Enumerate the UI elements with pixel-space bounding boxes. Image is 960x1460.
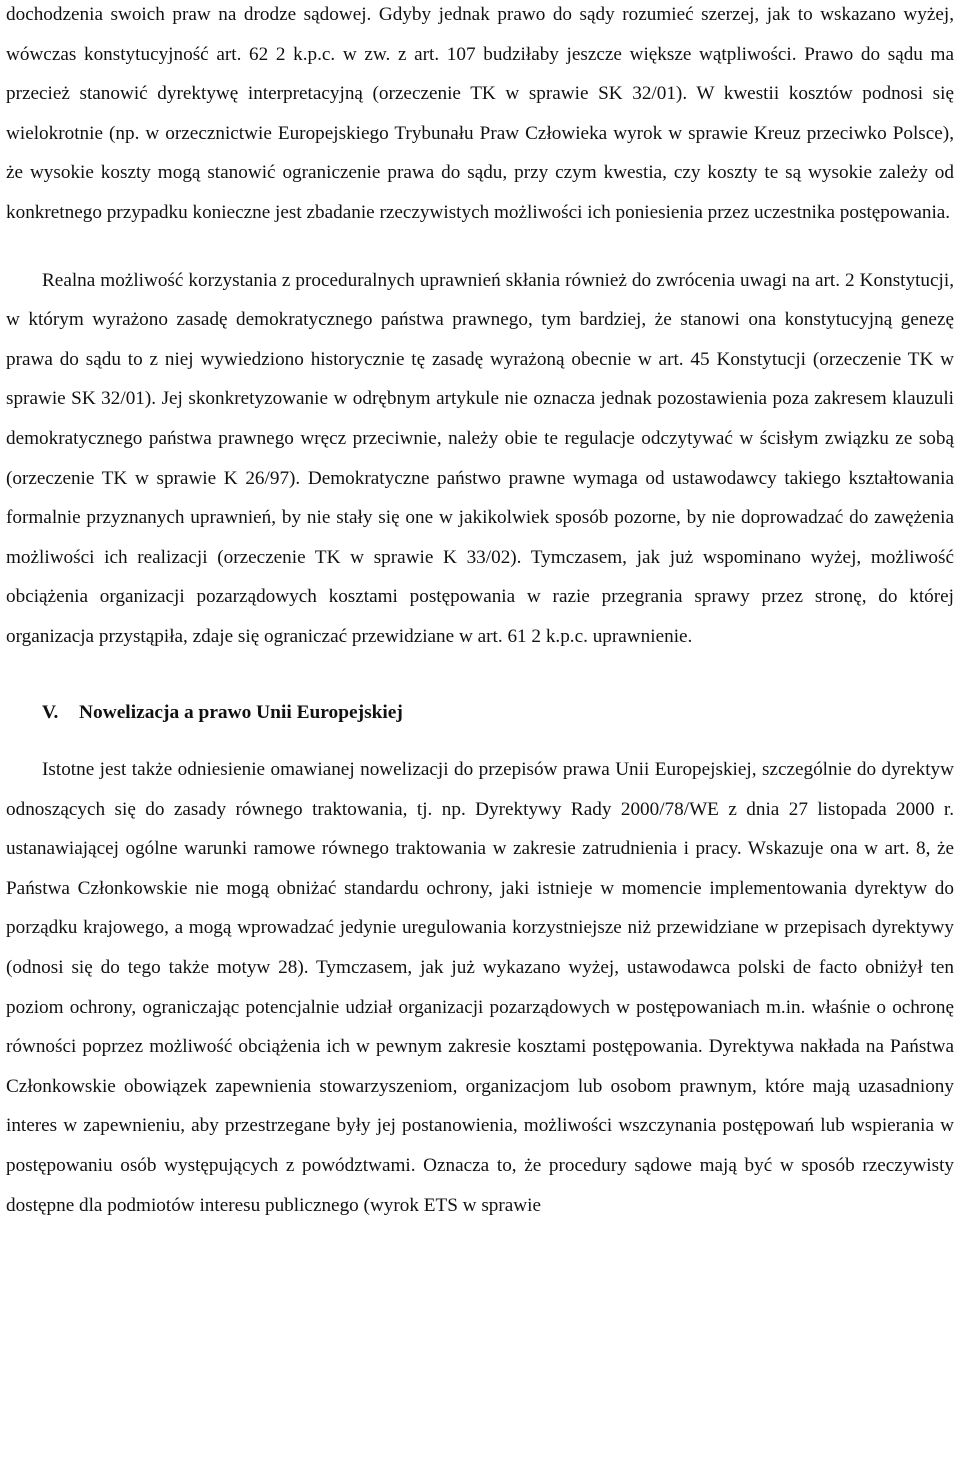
section-number: V. [42,701,59,723]
paragraph-2: Realna możliwość korzystania z proceduralnych uprawnień skłania również do zwrócenia uwagi na art. 2 Konstytucji, w którym wyrażono zasadę demokratycznego państwa prawnego, tym bardziej, że stanowi ona konstytucyjną genezę prawa do sądu to z niej wywiedziono historycznie tę zasadę wyrażoną obecnie w art. 45 Konstytucji (orzeczenie TK w sprawie SK 32/01). Jej skonkretyzowanie w odrębnym artykule nie oznacza jednak pozostawienia poza zakresem klauzuli demokratycznego państwa prawnego wręcz przeciwnie, należy obie te regulacje odczytywać w ścisłym związku ze sobą (orzeczenie TK w sprawie K 26/97). Demokratyczne państwo prawne wymaga od ustawodawcy takiego kształtowania formalnie przyznanych uprawnień, by nie stały się one w jakikolwiek sposób pozorne, by nie doprowadzać do zawężenia możliwości ich realizacji (orzeczenie TK w sprawie K 33/02). Tymczasem, jak już wspominano wyżej, możliwość obciążenia organizacji pozarządowych kosztami postępowania w razie przegrania sprawy przez stronę, do której organizacja przystąpiła, zdaje się ograniczać przewidziane w art. 61 2 k.p.c. uprawnienie. [6,269,954,647]
paragraph-1: dochodzenia swoich praw na drodze sądowej. Gdyby jednak prawo do sądy rozumieć szerzej, jak to wskazano wyżej, wówczas konstytucyjność art. 62 2 k.p.c. w zw. z art. 107 budziłaby jeszcze większe wątpliwości. Prawo do sądu ma przecież stanowić dyrektywę interpretacyjną (orzeczenie TK w sprawie SK 32/01). W kwestii kosztów podnosi się wielokrotnie (np. w orzecznictwie Europejskiego Trybunału Praw Człowieka wyrok w sprawie Kreuz przeciwko Polsce), że wysokie koszty mogą stanowić ograniczenie prawa do sądu, przy czym kwestia, czy koszty te są wysokie zależy od konkretnego przypadku konieczne jest zbadanie rzeczywistych możliwości ich poniesienia przez uczestnika postępowania. [6,4,954,223]
section-title: Nowelizacja a prawo Unii Europejskiej [79,701,403,723]
section-heading [6,693,954,733]
document-page [6,0,954,1225]
paragraph-3: Istotne jest także odniesienie omawianej nowelizacji do przepisów prawa Unii Europejskiej, szczególnie do dyrektyw odnoszących się do zasady równego traktowania, tj. np. Dyrektywy Rady 2000/78/WE z dnia 27 listopada 2000 r. ustanawiającej ogólne warunki ramowe równego traktowania w zakresie zatrudnienia i pracy. Wskazuje ona w art. 8, że Państwa Członkowskie nie mogą obniżać standardu ochrony, jaki istnieje w momencie implementowania dyrektyw do porządku krajowego, a mogą wprowadzać jedynie uregulowania korzystniejsze niż przewidziane w przepisach dyrektywy (odnosi się do tego także motyw 28). Tymczasem, jak już wykazano wyżej, ustawodawca polski de facto obniżył ten poziom ochrony, ograniczając potencjalnie udział organizacji pozarządowych w postępowaniach m.in. właśnie o ochronę równości poprzez możliwość obciążenia ich w pewnym zakresie kosztami postępowania. Dyrektywa nakłada na Państwa Członkowskie obowiązek zapewnienia stowarzyszeniom, organizacjom lub osobom prawnym, które mają uzasadniony interes w zapewnieniu, aby przestrzegane były jej postanowienia, możliwości wszczynania postępowań lub wspierania w postępowaniu osób występujących z powództwami. Oznacza to, że procedury sądowe mają być w sposób rzeczywisty dostępne dla podmiotów interesu publicznego (wyrok ETS w sprawie [6,759,954,1216]
